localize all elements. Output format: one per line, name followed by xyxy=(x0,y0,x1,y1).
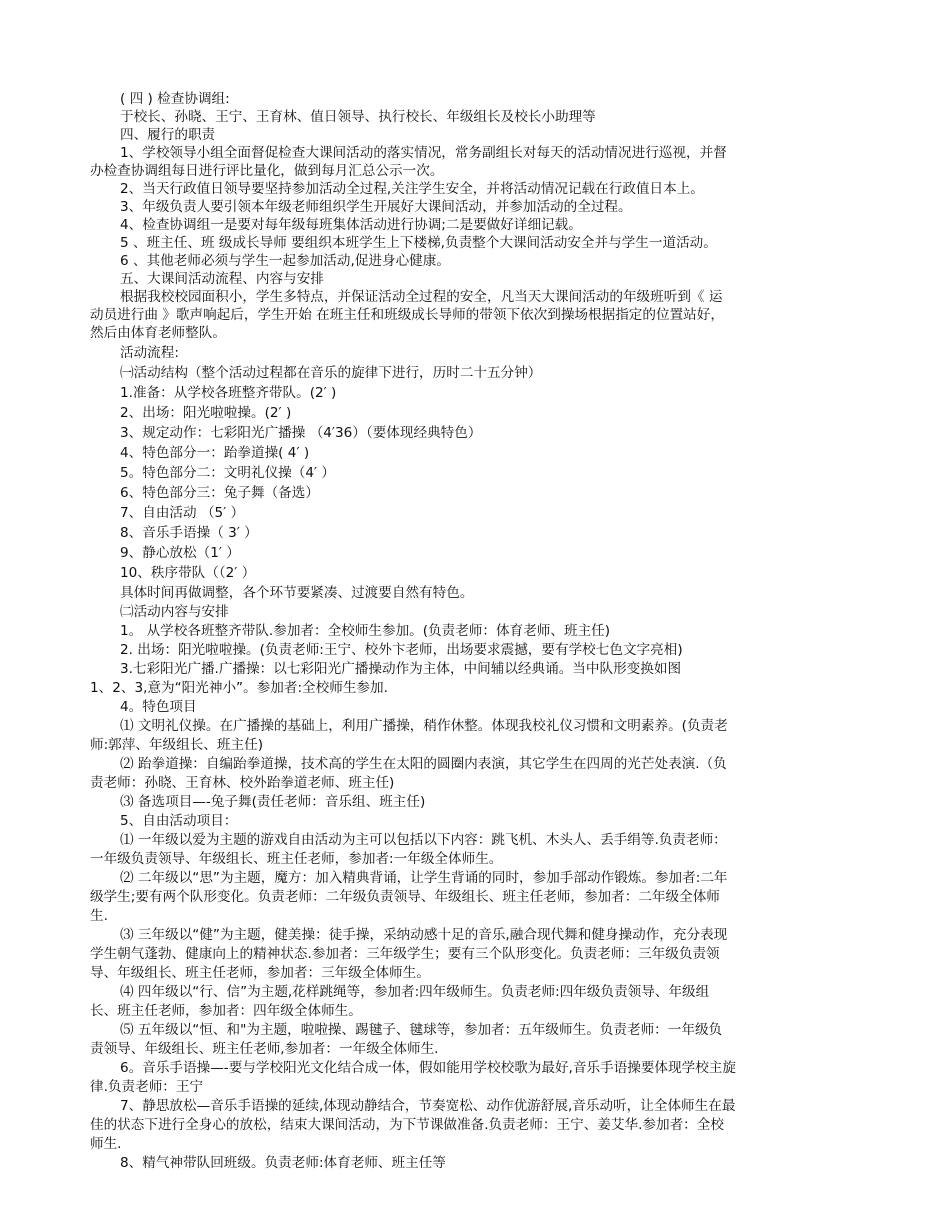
paragraph-line: 生. xyxy=(90,908,108,924)
paragraph-line: 长、班主任老师，参加者：四年级全体师生。 xyxy=(90,1003,362,1019)
paragraph-line: 级学生;要有两个队形变化。负责老师：二年级负责领导、年级组长、班主任老师，参加者：二年级全体师 xyxy=(90,889,720,905)
list-item: 4、特色部分一：跆拳道操( 4′ ) xyxy=(120,445,310,461)
paragraph-line: 律.负责老师：王宁 xyxy=(90,1079,204,1095)
paragraph-line: 8、精气神带队回班级。负责老师:体育老师、班主任等 xyxy=(120,1155,446,1171)
paragraph-line: ⑶ 备选项目—-兔子舞(责任老师：音乐组、班主任) xyxy=(120,794,426,810)
paragraph-line: 办检查协调组每日进行评比量化，做到每月汇总公示一次。 xyxy=(90,163,444,179)
paragraph-line: 5 、班主任、班 级成长导师 要组织本班学生上下楼梯,负责整个大课间活动安全并与学生一道活动。 xyxy=(120,235,717,251)
paragraph-line: ⑵ 二年级以“思”为主题，魔方：加入精典背诵，让学生背诵的同时，参加手部动作锻炼。参加者:二年 xyxy=(120,870,728,886)
paragraph-line: 动员进行曲 》歌声响起后，学生开始 在班主任和班级成长导师的带领下依次到操场根据指定的位置站好， xyxy=(90,307,724,323)
paragraph-line: 具体时间再做调整，各个环节要紧凑、过渡要自然有特色。 xyxy=(120,585,474,601)
paragraph-line: 于校长、孙晓、王宁、王育林、值日领导、执行校长、年级组长及校长小助理等 xyxy=(120,109,596,125)
list-item: 9、静心放松（1′ ） xyxy=(120,545,240,561)
list-item: 1.准备：从学校各班整齐带队。(2′ ) xyxy=(120,385,337,401)
section-heading: 四、履行的职责 xyxy=(120,127,216,143)
paragraph-line: ⑸ 五年级以“恒、和"为主题，啦啦操、踢毽子、毽球等，参加者：五年级师生。负责老师：一年级负 xyxy=(120,1022,723,1038)
paragraph-line: 学生朝气蓬勃、健康向上的精神状态.参加者：三年级学生；要有三个队形变化。负责老师：三年级负责领 xyxy=(90,946,720,962)
paragraph-line: 3、年级负责人要引领本年级老师组织学生开展好大课间活动，并参加活动的全过程。 xyxy=(120,199,632,215)
paragraph-line: 7、静思放松—音乐手语操的延续,体现动静结合，节奏宽松、动作优游舒展,音乐动听，让全体师生在最 xyxy=(120,1098,736,1114)
list-item: 8、音乐手语操（ 3′ ） xyxy=(120,525,258,541)
paragraph-line: 佳的状态下进行全身心的放松，结束大课间活动，为下节课做准备.负责老师：王宁、姜艾华.参加者：全校 xyxy=(90,1117,724,1133)
section-heading: 五、大课间活动流程、内容与安排 xyxy=(120,271,324,287)
list-item: 3、规定动作：七彩阳光广播操 （4′36）（要体现经典特色） xyxy=(120,425,482,441)
paragraph-line: 根据我校校园面积小，学生多特点，并保证活动全过程的安全，凡当天大课间活动的年级班听到《 运 xyxy=(120,289,723,305)
list-item: 10、秩序带队（（2′ ） xyxy=(120,565,256,581)
paragraph-line: 师:郭萍、年级组长、班主任) xyxy=(90,737,264,753)
paragraph-line: 2、当天行政值日领导要坚持参加活动全过程,关注学生安全，并将活动情况记载在行政值日本上。 xyxy=(120,181,704,197)
paragraph-line: 1、2、3,意为“阳光神小”。参加者:全校师生参加. xyxy=(90,680,388,696)
paragraph-line: 6 、其他老师必须与学生一起参加活动,促进身心健康。 xyxy=(120,253,450,269)
paragraph-line: 责领导、年级组长、班主任老师,参加者：一年级全体师生. xyxy=(90,1041,439,1057)
paragraph-line: 6。音乐手语操—-要与学校阳光文化结合成一体，假如能用学校校歌为最好,音乐手语操要体现学校主旋 xyxy=(120,1060,736,1076)
list-item: 3.七彩阳光广播.广播操：以七彩阳光广播操动作为主体，中间辅以经典诵。当中队形变换如图 xyxy=(120,661,682,677)
paragraph-line: ⑴ 一年级以爱为主题的游戏自由活动为主可以包括以下内容：跳飞机、木头人、丢手绢等.负责老师： xyxy=(120,832,727,848)
list-item: 7、自由活动 （5′ ） xyxy=(120,505,245,521)
paragraph-line: 然后由体育老师整队。 xyxy=(90,325,226,341)
paragraph-line: ⑷ 四年级以“行、信”为主题,花样跳绳等，参加者:四年级师生。负责老师:四年级负责领导、年级组 xyxy=(120,984,710,1000)
list-item: 5。特色部分二：文明礼仪操（4′ ） xyxy=(120,465,336,481)
section-heading: ( 四 ) 检查协调组: xyxy=(120,91,230,107)
list-item: 2、出场：阳光啦啦操。(2′ ) xyxy=(120,405,292,421)
list-item: 2. 出场：阳光啦啦操。(负责老师:王宁、校外卞老师，出场要求震撼，要有学校七色文字亮相) xyxy=(120,642,683,658)
paragraph-line: 4、检查协调组一是要对每年级每班集体活动进行协调;二是要做好详细记载。 xyxy=(120,217,582,233)
paragraph-line: 责老师：孙晓、王育林、校外跆拳道老师、班主任) xyxy=(90,775,395,791)
paragraph-line: ⑴ 文明礼仪操。在广播操的基础上，利用广播操，稍作休整。体现我校礼仪习惯和文明素养。(负责老 xyxy=(120,718,728,734)
paragraph-line: 一年级负责领导、年级组长、班主任老师，参加者:一年级全体师生。 xyxy=(90,851,503,867)
section-heading: 活动流程: xyxy=(120,345,179,361)
list-item: 1。 从学校各班整齐带队.参加者：全校师生参加。(负责老师：体育老师、班主任) xyxy=(120,623,611,639)
paragraph-line: 导、年级组长、班主任老师，参加者：三年级全体师生。 xyxy=(90,965,430,981)
list-item: 5、自由活动项目： xyxy=(120,813,238,829)
paragraph-line: ⑶ 三年级以“健”为主题，健美操：徒手操，采纳动感十足的音乐,融合现代舞和健身操动作，充分表现 xyxy=(120,927,728,943)
paragraph-line: 1、学校领导小组全面督促检查大课间活动的落实情况，常务副组长对每天的活动情况进行巡视，并督 xyxy=(120,145,727,161)
list-item: 6、特色部分三：兔子舞（备选） xyxy=(120,485,319,501)
list-item: 4。特色项目 xyxy=(120,699,197,715)
paragraph-line: 师生. xyxy=(90,1136,122,1152)
section-heading: ㈡活动内容与安排 xyxy=(120,604,229,620)
paragraph-line: ⑵ 跆拳道操：自编跆拳道操，技术高的学生在太阳的圆圈内表演，其它学生在四周的光芒处表演.（负 xyxy=(120,756,727,772)
paragraph-line: ㈠活动结构（整个活动过程都在音乐的旋律下进行，历时二十五分钟） xyxy=(120,365,542,381)
